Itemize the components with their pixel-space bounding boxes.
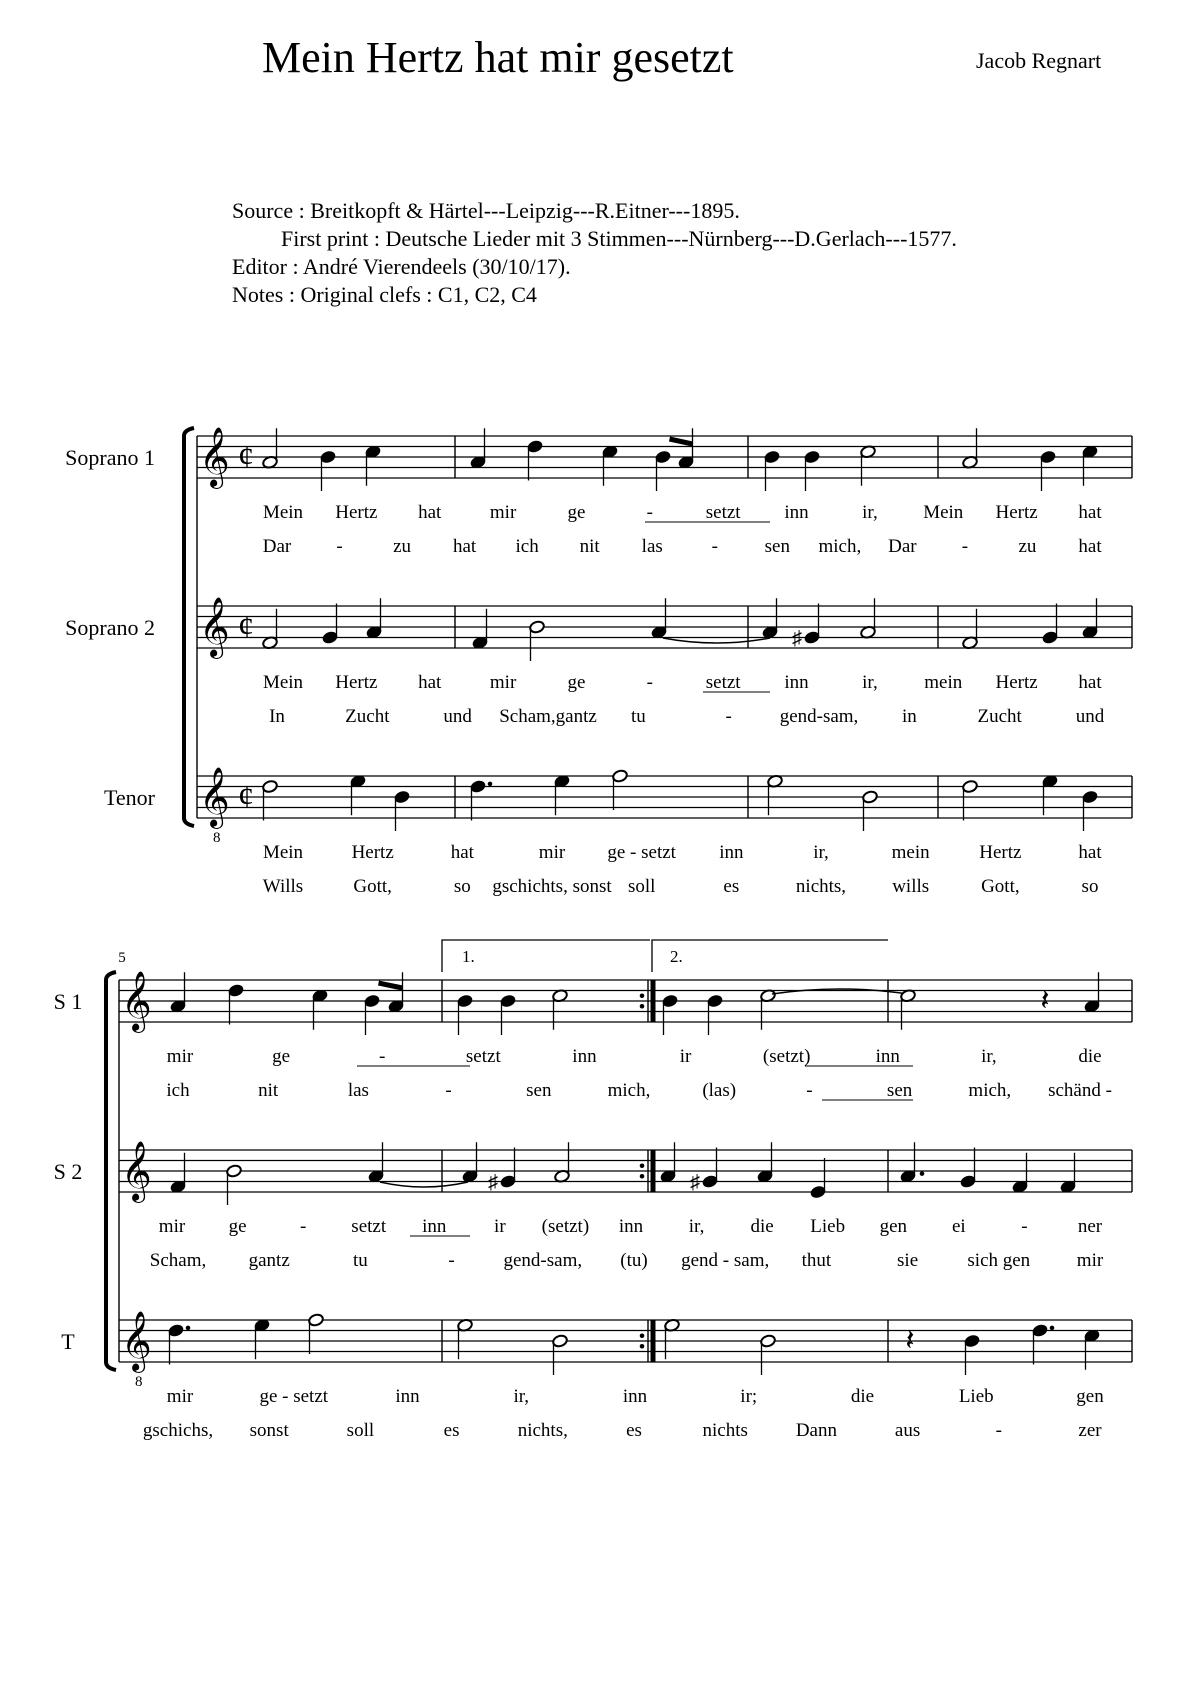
lyric-verse2: so	[453, 876, 471, 897]
lyric-verse2: -	[711, 536, 718, 557]
note-head	[662, 994, 679, 1008]
lyric-verse2: hat	[453, 536, 477, 557]
lyric-verse2: in	[901, 706, 917, 727]
note-head	[308, 1313, 325, 1327]
note-head	[1040, 450, 1057, 464]
lyric-verse1: ge - setzt	[259, 1386, 329, 1407]
lyric-verse1: Hertz	[979, 842, 1022, 863]
note-head	[707, 994, 724, 1008]
augmentation-dot	[920, 1171, 925, 1176]
lyric-verse1: ge	[272, 1046, 291, 1067]
lyric-verse2: zer	[1078, 1420, 1102, 1441]
staff-bracket	[184, 428, 194, 826]
lyric-verse2: es	[443, 1420, 460, 1441]
lyric-verse1: ir,	[813, 842, 829, 863]
staff-label: Soprano 2	[65, 615, 155, 640]
lyric-verse2: und	[443, 706, 472, 727]
notes-line: Notes : Original clefs : C1, C2, C4	[232, 282, 537, 307]
lyric-verse1: -	[379, 1046, 386, 1067]
treble-clef: 𝄞	[199, 429, 230, 486]
note-head	[804, 630, 821, 644]
repeat-dot	[640, 1344, 645, 1349]
lyric-verse2: las	[641, 536, 663, 557]
lyric-verse2: gend-sam,	[503, 1250, 583, 1271]
lyric-verse1: Mein	[262, 502, 304, 523]
lyric-verse1: die	[850, 1386, 875, 1407]
augmentation-dot	[1050, 1326, 1055, 1331]
lyric-verse2: In	[269, 706, 285, 727]
first-print-line: First print : Deutsche Lieder mit 3 Stimmen---Nürnberg---D.Gerlach---1577.	[281, 226, 957, 251]
cut-time-signature: ¢	[238, 438, 254, 474]
lyric-verse1: ge	[567, 502, 586, 523]
note-head	[457, 994, 474, 1008]
note-head	[1082, 790, 1099, 804]
lyric-verse1: setzt	[465, 1046, 501, 1067]
lyric-verse2: las	[347, 1080, 369, 1101]
lyric-verse1: mir	[489, 502, 517, 523]
lyric-verse2: es	[723, 876, 740, 897]
note-head	[862, 790, 879, 804]
lyric-verse2: Dar	[262, 536, 292, 557]
sharp-sign: ♯	[792, 627, 802, 650]
lyric-verse1: Hertz	[335, 672, 378, 693]
lyric-verse1: setzt	[351, 1216, 387, 1237]
note-head	[804, 450, 821, 464]
note-head	[552, 1334, 569, 1348]
lyric-verse1: ir	[679, 1046, 692, 1067]
repeat-dot	[640, 1004, 645, 1009]
note-head	[364, 994, 381, 1008]
note-head	[962, 779, 979, 793]
source-line: Source : Breitkopft & Härtel---Leipzig---R.Eitner---1895.	[232, 198, 740, 223]
lyric-verse1: Hertz	[995, 502, 1038, 523]
lyric-verse2: nichts,	[795, 876, 847, 897]
lyric-verse2: mich,	[818, 536, 862, 557]
treble-clef: 𝄞	[199, 769, 230, 826]
composer-name: Jacob Regnart	[976, 48, 1102, 73]
lyric-verse2: Wills	[262, 876, 304, 897]
beam	[670, 439, 693, 444]
lyric-verse2: zu	[393, 536, 412, 557]
lyric-verse2: sich gen	[967, 1250, 1031, 1271]
note-head	[529, 620, 546, 634]
lyric-verse1: mir	[538, 842, 566, 863]
lyric-verse2: thut	[801, 1250, 832, 1271]
lyric-verse1: ir,	[688, 1216, 705, 1237]
lyric-verse1: hat	[418, 672, 442, 693]
lyric-verse1: Hertz	[995, 672, 1038, 693]
lyric-verse2: schänd -	[1048, 1080, 1112, 1101]
augmentation-dot	[186, 1326, 191, 1331]
lyric-verse2: tu	[630, 706, 646, 727]
lyric-verse2: (las)	[702, 1080, 737, 1101]
quarter-rest: 𝄽	[905, 1324, 915, 1357]
note-head	[760, 1334, 777, 1348]
lyric-verse1: gen	[1076, 1386, 1104, 1407]
lyric-verse1: hat	[418, 502, 442, 523]
lyric-verse1: die	[750, 1216, 774, 1237]
lyric-verse2: sie	[897, 1250, 919, 1271]
note-head	[964, 1334, 981, 1348]
lyric-verse2: ich	[515, 536, 539, 557]
lyric-verse2: gschichs,	[142, 1420, 214, 1441]
lyric-verse1: mein	[891, 842, 930, 863]
note-head	[228, 983, 245, 997]
octave-eight-mark: 8	[213, 830, 221, 846]
lyric-verse2: -	[995, 1420, 1002, 1441]
lyric-verse1: mir	[166, 1046, 194, 1067]
note-head	[500, 1174, 517, 1188]
lyric-verse1: ge	[567, 672, 586, 693]
beam	[379, 983, 403, 988]
staff-label: Soprano 1	[65, 445, 155, 470]
sharp-sign: ♯	[690, 1171, 700, 1194]
treble-clef: 𝄞	[121, 1313, 152, 1370]
note-head	[702, 1174, 719, 1188]
staff-label: S 1	[53, 989, 83, 1014]
lyric-verse1: ir	[494, 1216, 506, 1237]
volta-2-label: 2.	[670, 947, 683, 966]
lyric-verse1: ner	[1077, 1216, 1103, 1237]
lyric-verse1: Lieb	[958, 1386, 994, 1407]
lyric-verse2: (tu)	[620, 1250, 648, 1271]
lyric-verse1: die	[1078, 1046, 1102, 1067]
lyric-verse1: (setzt)	[762, 1046, 811, 1067]
staff-label: T	[61, 1329, 75, 1354]
cut-time-signature: ¢	[238, 778, 254, 814]
tie	[380, 1182, 468, 1187]
volta-1-label: 1.	[462, 947, 475, 966]
lyric-verse2: Gott,	[353, 876, 392, 897]
lyric-verse1: ei	[951, 1216, 966, 1237]
lyric-verse1: mir	[166, 1386, 194, 1407]
lyric-verse2: -	[448, 1250, 455, 1271]
note-head	[500, 994, 517, 1008]
treble-clef: 𝄞	[121, 973, 152, 1030]
repeat-dot	[640, 1163, 645, 1168]
lyric-verse2: tu	[353, 1250, 368, 1271]
lyric-verse2: gschichts, sonst	[492, 876, 612, 897]
lyric-verse1: inn	[875, 1046, 900, 1067]
lyric-verse2: sen	[886, 1080, 913, 1101]
volta-bracket-2	[652, 940, 888, 972]
lyric-verse1: mir	[158, 1216, 186, 1237]
lyric-verse1: inn	[784, 672, 809, 693]
lyric-verse1: Hertz	[335, 502, 378, 523]
lyric-verse2: sen	[526, 1080, 552, 1101]
lyric-verse2: sonst	[249, 1420, 289, 1441]
quarter-rest: 𝄽	[1040, 984, 1050, 1017]
lyric-verse1: inn	[572, 1046, 597, 1067]
lyric-verse2: -	[806, 1080, 813, 1101]
lyric-verse2: nit	[579, 536, 600, 557]
note-head	[655, 450, 672, 464]
note-head	[394, 790, 411, 804]
lyric-verse2: zu	[1018, 536, 1037, 557]
lyric-verse2: -	[961, 536, 969, 557]
staff-label: Tenor	[104, 785, 155, 810]
lyric-verse2: mich,	[968, 1080, 1012, 1101]
lyric-verse2: nichts,	[517, 1420, 568, 1441]
lyric-verse2: wills	[892, 876, 930, 897]
lyric-verse2: nichts	[702, 1420, 748, 1441]
lyric-verse1: ir,	[981, 1046, 997, 1067]
lyric-verse1: setzt	[705, 502, 741, 523]
staff-bracket	[106, 972, 116, 1370]
lyric-verse2: -	[725, 706, 732, 727]
lyric-verse2: es	[626, 1420, 642, 1441]
tie	[663, 638, 770, 643]
repeat-dot	[640, 993, 645, 998]
lyric-verse1: Mein	[262, 672, 304, 693]
note-head	[322, 630, 339, 644]
lyric-verse1: -	[646, 502, 653, 523]
lyric-verse1: setzt	[705, 672, 741, 693]
note-head	[527, 439, 544, 453]
lyric-verse2: -	[336, 536, 343, 557]
note-head	[764, 450, 781, 464]
lyric-verse1: -	[646, 672, 653, 693]
lyric-verse2: soll	[346, 1420, 375, 1441]
lyric-verse1: ir,	[513, 1386, 530, 1407]
lyric-verse2: so	[1081, 876, 1099, 897]
staff-label: S 2	[53, 1159, 83, 1184]
lyric-verse1: hat	[1078, 842, 1102, 863]
lyric-verse1: hat	[450, 842, 474, 863]
lyric-verse1: mein	[924, 672, 963, 693]
lyric-verse2: -	[445, 1080, 452, 1101]
repeat-dot	[640, 1333, 645, 1338]
lyric-verse1: Lieb	[810, 1216, 846, 1237]
lyric-verse1: Mein	[923, 502, 964, 523]
lyric-verse1: inn	[618, 1216, 644, 1237]
lyric-verse2: Dar	[888, 536, 917, 557]
lyric-verse2: gend-sam,	[779, 706, 859, 727]
note-head	[262, 779, 279, 793]
lyric-verse2: gantz	[248, 1250, 290, 1271]
lyric-verse2: soll	[627, 876, 656, 897]
lyric-verse2: Gott,	[981, 876, 1020, 897]
lyric-verse1: inn	[395, 1386, 420, 1407]
lyric-verse2: ich	[166, 1080, 190, 1101]
lyric-verse1: inn	[422, 1216, 447, 1237]
lyric-verse2: Scham,	[149, 1250, 207, 1271]
lyric-verse1: ge - setzt	[607, 842, 676, 863]
lyric-verse2: sen	[764, 536, 790, 557]
lyric-verse2: Scham,gantz	[499, 706, 597, 727]
sharp-sign: ♯	[488, 1171, 498, 1194]
lyric-verse1: inn	[622, 1386, 648, 1407]
lyric-verse1: ir,	[862, 672, 878, 693]
lyric-verse2: mir	[1076, 1250, 1104, 1271]
lyric-verse2: Zucht	[977, 706, 1022, 727]
note-head	[470, 779, 487, 793]
lyric-verse2: und	[1075, 706, 1105, 727]
lyric-verse1: -	[1021, 1216, 1028, 1237]
lyric-verse1: Mein	[262, 842, 304, 863]
lyric-verse1: ir,	[862, 502, 878, 523]
lyric-verse1: Hertz	[351, 842, 394, 863]
note-head	[960, 1174, 977, 1188]
note-head	[1042, 630, 1059, 644]
lyric-verse1: ir;	[740, 1386, 758, 1407]
octave-eight-mark: 8	[135, 1374, 143, 1390]
note-head	[810, 1185, 827, 1199]
measure-number: 5	[118, 950, 126, 966]
editor-line: Editor : André Vierendeels (30/10/17).	[232, 254, 571, 279]
lyric-verse1: ge	[228, 1216, 247, 1237]
lyric-verse2: hat	[1078, 536, 1102, 557]
lyric-verse1: gen	[879, 1216, 908, 1237]
repeat-dot	[640, 1174, 645, 1179]
note-head	[1032, 1323, 1049, 1337]
lyric-verse2: nit	[258, 1080, 279, 1101]
note-head	[168, 1323, 185, 1337]
augmentation-dot	[488, 782, 493, 787]
lyric-verse1: mir	[489, 672, 517, 693]
lyric-verse2: Zucht	[345, 706, 390, 727]
lyric-verse1: (setzt)	[541, 1216, 590, 1237]
page-title: Mein Hertz hat mir gesetzt	[262, 33, 734, 82]
treble-clef: 𝄞	[121, 1143, 152, 1200]
lyric-verse1: hat	[1078, 502, 1102, 523]
note-head	[320, 450, 337, 464]
lyric-verse2: gend - sam,	[681, 1250, 770, 1271]
lyric-verse2: aus	[894, 1420, 921, 1441]
lyric-verse1: inn	[784, 502, 809, 523]
note-head	[226, 1164, 243, 1178]
lyric-verse1: inn	[719, 842, 744, 863]
note-head	[612, 769, 629, 783]
lyric-verse2: mich,	[607, 1080, 651, 1101]
cut-time-signature: ¢	[238, 608, 254, 644]
lyric-verse2: Dann	[795, 1420, 837, 1441]
lyric-verse1: hat	[1078, 672, 1102, 693]
treble-clef: 𝄞	[199, 599, 230, 656]
lyric-verse1: -	[299, 1216, 307, 1237]
